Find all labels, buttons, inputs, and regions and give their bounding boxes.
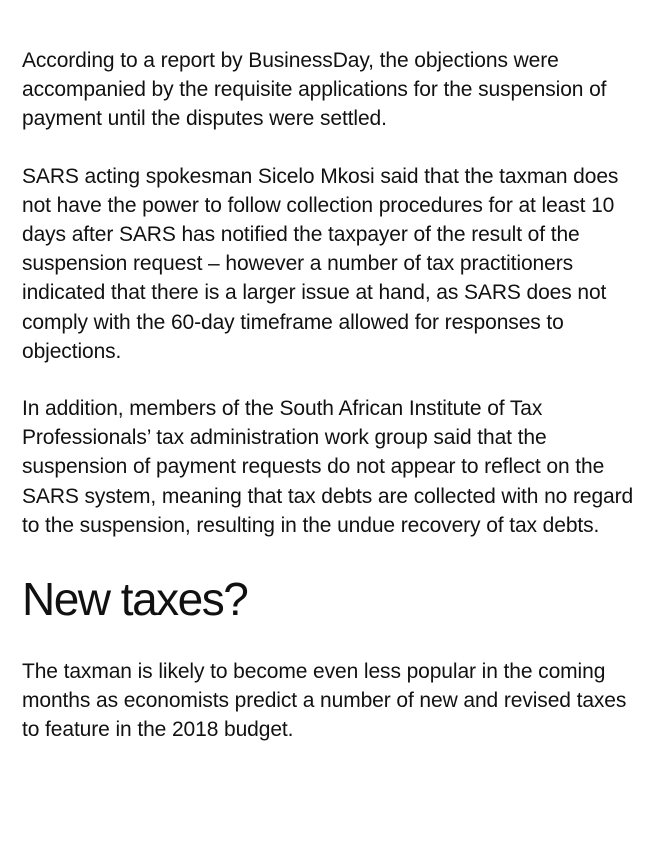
paragraph-sars-spokesman: SARS acting spokesman Sicelo Mkosi said that the taxman does not have the power to follow collection procedures for at least 10 days after SARS has notified the taxpayer of the result of the suspension request – however a number of tax practitioners indicated that there is a larger issue at hand, as SARS does not comply with the 60-day timeframe allowed for responses to objections. — [22, 164, 619, 363]
article-body — [22, 46, 634, 745]
paragraph-new-taxes: The taxman is likely to become even less popular in the coming months as economists predict a number of new and revised taxes to feature in the 2018 budget. — [22, 660, 627, 742]
paragraph-tax-professionals: In addition, members of the South African Institute of Tax Professionals’ tax administration work group said that the suspension of payment requests do not appear to reflect on the SARS system, meaning that tax debts are collected with no regard to the suspension, resulting in the undue recovery of tax debts. — [22, 397, 634, 537]
section-heading: New taxes? — [22, 573, 248, 626]
paragraph-businessday-report: According to a report by BusinessDay, the objections were accompanied by the requisite applications for the suspension of payment until the disputes were settled. — [22, 49, 607, 131]
